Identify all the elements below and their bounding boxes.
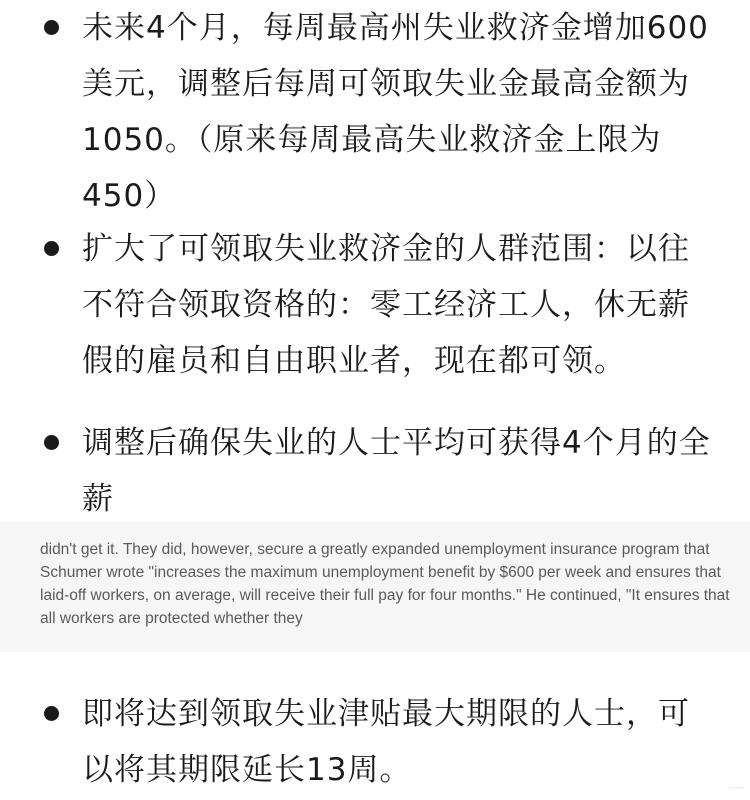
bullet-text: 调整后确保失业的人士平均可获得4个月的全薪 [82,425,711,517]
bullet-item-full-pay [0,415,750,527]
watermark-logo: ····· [727,780,744,795]
bullet-text: 即将达到领取失业津贴最大期限的人士，可以将其期限延长13周。 [82,696,690,788]
bullet-dot-icon [44,435,59,450]
bullet-dot-icon [44,20,59,35]
bullet-item-benefit-increase [0,0,750,214]
bullet-item-extension [0,686,750,798]
quote-excerpt-text: didn't get it. They did, however, secure a greatly expanded unemployment insurance program that Schumer wrote "increases the maximum unemployment benefit by $600 per week and ensures that laid-off workers, on average, will receive their full pay for four months." He continued, "It ensures that all workers are protected whether they [40,541,730,627]
bullet-text: 扩大了可领取失业救济金的人群范围：以往不符合领取资格的：零工经济工人，休无薪假的雇员和自由职业者，现在都可领。 [82,231,690,379]
bullet-dot-icon [44,706,59,721]
quote-excerpt-box [0,522,750,652]
bullet-list-bottom [0,686,750,798]
bullet-dot-icon [44,241,59,256]
bullet-item-eligibility [0,221,750,389]
bullet-text: 未来4个月，每周最高州失业救济金增加600美元，调整后每周可领取失业金最高金额为1050。（原来每周最高失业救济金上限为450） [82,10,709,214]
